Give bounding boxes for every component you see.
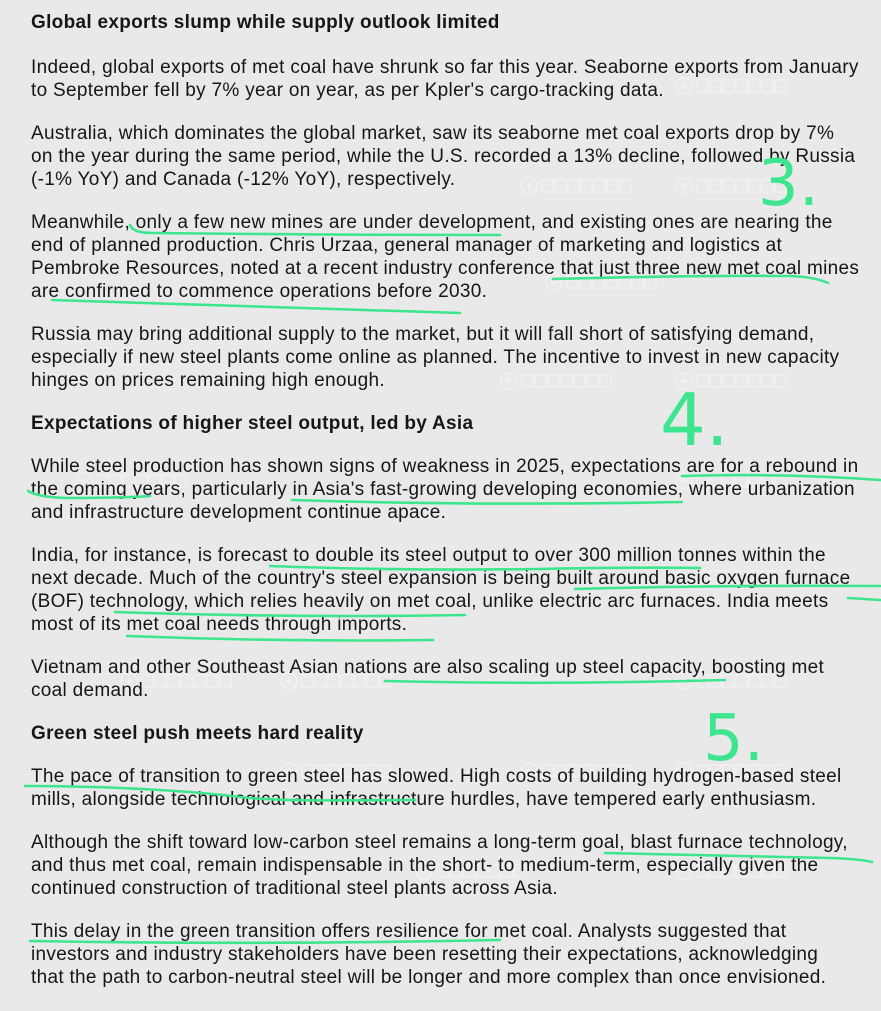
annotation-number-3: 3. <box>758 147 820 221</box>
text-line: next decade. Much of the country's steel expansion is being built around basic oxygen furnace <box>31 568 851 589</box>
paragraph <box>31 211 859 303</box>
text-line: most of its met coal needs through imports. <box>31 614 408 635</box>
text-line: Indeed, global exports of met coal have shrunk so far this year. Seaborne exports from January <box>31 57 859 78</box>
annotation-number-5: 5. <box>703 702 765 776</box>
section-heading: Green steel push meets hard reality <box>31 723 364 744</box>
text-line: mills, alongside technological and infrastructure hurdles, have tempered early enthusiasm. <box>31 789 817 810</box>
paragraph <box>31 831 859 900</box>
text-line: investors and industry stakeholders have been resetting their expectations, acknowledging <box>31 944 819 965</box>
text-line: continued construction of traditional steel plants across Asia. <box>31 878 558 899</box>
text-line: India, for instance, is forecast to double its steel output to over 300 million tonnes within the <box>31 545 826 566</box>
text-line: and thus met coal, remain indispensable in the short- to medium-term, especially given the <box>31 855 819 876</box>
text-line: especially if new steel plants come online as planned. The incentive to invest in new capacity <box>31 347 840 368</box>
text-line: end of planned production. Chris Urzaa, general manager of marketing and logistics at <box>31 235 783 256</box>
text-line: that the path to carbon-neutral steel will be longer and more complex than once envisioned. <box>31 967 827 988</box>
text-line: coal demand. <box>31 680 149 701</box>
paragraph <box>31 656 859 702</box>
article <box>31 11 859 1009</box>
text-line: This delay in the green transition offers resilience for met coal. Analysts suggested that <box>31 921 787 942</box>
text-line: to September fell by 7% year on year, as per Kpler's cargo-tracking data. <box>31 80 664 101</box>
annotation-number-4: 4. <box>660 378 729 462</box>
text-line: Russia may bring additional supply to the market, but it will fall short of satisfying demand, <box>31 324 815 345</box>
section-heading: Global exports slump while supply outlook limited <box>31 12 500 33</box>
paragraph <box>31 765 859 811</box>
paragraph <box>31 323 859 392</box>
paragraph <box>31 122 859 191</box>
text-line: (BOF) technology, which relies heavily on met coal, unlike electric arc furnaces. India meets <box>31 591 829 612</box>
text-line: hinges on prices remaining high enough. <box>31 370 385 391</box>
text-line: Australia, which dominates the global market, saw its seaborne met coal exports drop by 7% <box>31 123 835 144</box>
text-line: The pace of transition to green steel has slowed. High costs of building hydrogen-based steel <box>31 766 842 787</box>
text-line: Pembroke Resources, noted at a recent industry conference that just three new met coal mines <box>31 258 860 279</box>
text-line: the coming years, particularly in Asia's fast-growing developing economies, where urbanization <box>31 479 855 500</box>
text-line: Vietnam and other Southeast Asian nations are also scaling up steel capacity, boosting met <box>31 657 825 678</box>
paragraph <box>31 56 859 102</box>
paragraph <box>31 544 859 636</box>
text-line: Meanwhile, only a few new mines are under development, and existing ones are nearing the <box>31 212 833 233</box>
text-line: and infrastructure development continue apace. <box>31 502 447 523</box>
text-line: (-1% YoY) and Canada (-12% YoY), respectively. <box>31 169 456 190</box>
section-heading: Expectations of higher steel output, led by Asia <box>31 413 474 434</box>
text-line: are confirmed to commence operations before 2030. <box>31 281 488 302</box>
text-line: on the year during the same period, while the U.S. recorded a 13% decline, followed by Russia <box>31 146 856 167</box>
text-line: While steel production has shown signs of weakness in 2025, expectations are for a rebound in <box>31 456 859 477</box>
text-line: Although the shift toward low-carbon steel remains a long-term goal, blast furnace technology, <box>31 832 848 853</box>
paragraph <box>31 455 859 524</box>
paragraph <box>31 920 859 989</box>
